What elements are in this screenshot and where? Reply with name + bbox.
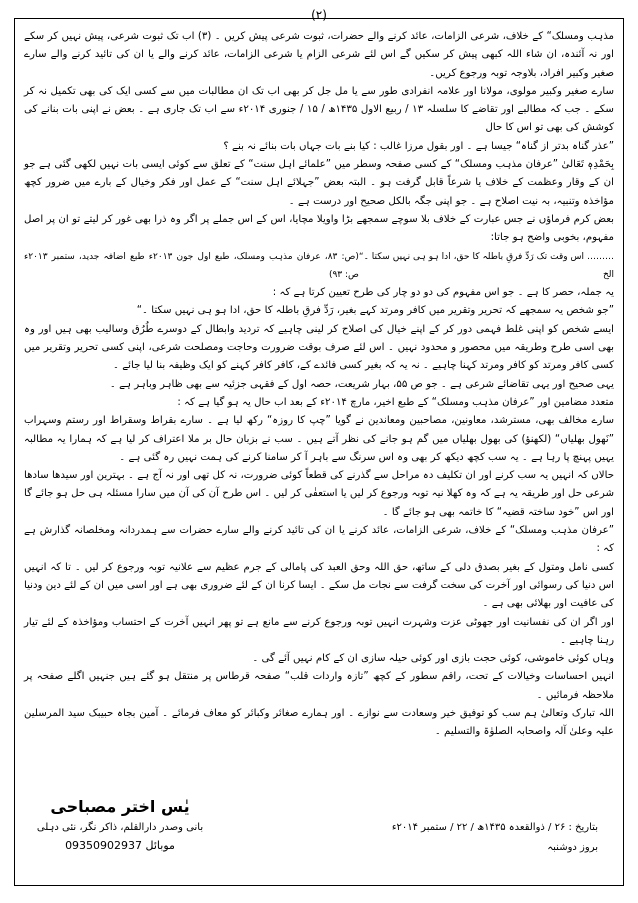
paragraph: اللہ تبارک وتعالیٰ ہم سب کو توفیق خیر وسعادت سے نوازے ۔ اور ہمارے صغائر وکبائر کو معاف فرمائے ۔ آمین بجاہ حبیبک سید المرسلین علیہ وعلیٰ آلہ واصحابہ الصلوٰۃ والتسلیم ۔ [24, 707, 614, 738]
paragraph: ”جو شخص یہ سمجھے کہ تحریر وتقریر میں کافر ومرتد کہے بغیر، رَدِّ فرقِ باطلہ کا حق، ادا ہو ہی نہیں سکتا ۔“ [136, 305, 614, 317]
paragraph: حالاں کہ انہیں یہ سب کرنے اور ان تکلیف دہ مراحل سے گذرنے کی قطعاً کوئی ضرورت، نہ کل تھی اور نہ آج ہے ۔ بہترین اور سیدھا سادھا شرعی حل اور طریقہ یہ ہے کہ وہ کھلا نیہ توبہ ورجوع کر لیں یا استعفٰی کر لیں ۔ اس طرح آن کی آن میں سارا مسئلہ ہی حل ہو جائے گا اور اس ”خود ساختہ قضیہ“ کا خاتمہ بھی ہو جائے گا ۔ [24, 470, 614, 518]
date-line: بتاریخ : ۲۶ / ذوالقعدہ ۱۴۳۵ھ / ۲۲ / ستمبر ۲۰۱۴ء [391, 822, 598, 833]
weekday-line: بروز دوشنبہ [547, 842, 598, 853]
paragraph: بِحَمْدِہٖ تَعَالیٰ ”عرفان مذہب ومسلک“ کے کسی صفحہ وسطر میں ”علمائے اہل سنت“ کے تعلق سے کوئی ایسی بات نہیں لکھی گئی ہے جو ان کے وقار وعظمت کے خلاف یا شرعاً قابل گرفت ہو ۔ البتہ بعض ”جہلائے اہل سنت“ کے عمل اور فکر وخیال کے بارے میں ضرور کچھ مؤاخذہ وتنبیہ، بہ نیت اصلاح ہے ۔ جو اپنی جگہ بالکل صحیح اور درست ہے ۔ [24, 159, 614, 207]
paragraph: سارے صغیر وکبیر مولوی، مولانا اور علامہ انفرادی طور سے یا مل جل کر بھی اب تک ان مطالبات میں سے کسی ایک کی بھی تکمیل نہ کر سکے ۔ جب کہ مطالبے اور تقاضے کا سلسلہ ۱۳ / ربیع الاول ۱۴۳۵ھ / ۱۵ / جنوری ۲۰۱۴ء سے اب تک جاری ہے ۔ بعض نے اپنی بات بنانے کی کوشش کی بھی تو اس کا حال [24, 85, 614, 134]
paragraph: سارے مخالف بھی، مسترشد، معاونین، مصاحبین ومعاندین نے گویا ”چپ کا روزہ“ رکھ لیا ہے ۔ سارے بقراط وسقراط اور رستم وسہراب ”نَھول بھلیاں“ (لکھنؤ) کی بھول بھلیاں میں گم ہو جانے کی نظر آتے ہیں ۔ سب نے بزبان حال بر ملا اعتراف کر لیا ہے کہ ہمارا یہ مطالبہ یہیں پہنچ پا رہا ہے ۔ یہ سب کچھ دیکھ کر بھی وہ اس سرنگ سے باہر آ کر سامنا کرنے کی ہمت نہیں رہ گئی ہے ۔ [24, 415, 614, 463]
paragraph: وہاں کوئی خاموشی، کوئی حجت بازی اور کوئی حیلہ سازی ان کے کام نہیں آئے گی ۔ [252, 653, 614, 665]
paragraph: مذہب ومسلک“ کے خلاف، شرعی الزامات، عائد کرنے والے حضرات، ثبوت شرعی پیش کریں ۔ (۳) اب تک ثبوت شرعی، پیش نہیں کر سکے اور نہ آئندہ، ان شاء اللہ کبھی پیش کر سکیں گے اس لئے شرعی الزام یا شرعی الزامات، عائد کرنے والے یا ان کی تائید کرنے والے سارے صغیر وکبیر افراد، بلاوجہ توبہ ورجوع کریں۔ [24, 31, 614, 79]
paragraph: یہ جملہ، حصر کا ہے ۔ جو اس مفہوم کی دو دو چار کی طرح تعیین کرتا ہے کہ : [272, 287, 614, 299]
paragraph: ”عرفان مذہب ومسلک“ کے خلاف، شرعی الزامات، عائد کرنے یا ان کی تائید کرنے والے سارے حضرات سے ہمدردانہ ومخلصانہ گذارش ہے کہ : [24, 525, 614, 555]
date-block [392, 818, 598, 858]
quote-source: (ص: ۸۳، عرفان مذہب ومسلک، طبع اول جون ۲۰۱۳ء طبع اضافہ جدید، ستمبر ۲۰۱۳ء ص: ۹۳) [24, 251, 359, 280]
article-body [24, 28, 614, 742]
page-number: (۲) [0, 8, 638, 22]
paragraph: متعدد مضامین اور ”عرفان مذہب ومسلک“ کے طبع اخیر، مارچ ۲۰۱۴ء کے بعد اب حال یہ ہو گیا ہے کہ : [177, 396, 614, 408]
quote-text: ……… اس وقت تک رَدِّ فرقِ باطلہ کا حق، ادا ہو ہی نہیں سکتا ۔“ الخ [358, 251, 614, 280]
paragraph: یہی صحیح اور یہی تقاضائے شرعی ہے ۔ جو ص ۵۵، بہار شریعت، حصہ اول کے فقہی جزئیہ سے بھی ظاہر وباہر ہے ۔ [109, 378, 614, 390]
paragraph: انہیں احساسات وخیالات کے تحت، راقم سطور کے کچھ ”تازہ واردات قلب“ صفحہ قرطاس پر منتقل ہو گئے ہیں جنہیں اگلے صفحہ پر ملاحظہ فرمائیں ۔ [24, 671, 614, 701]
paragraph: بعض کرم فرماؤں نے جس عبارت کے خلاف بلا سوچے سمجھے بڑا واویلا مچایا، اس کے اس جملے پر اگر وہ ذرا بھی غور کر لیتے تو ان پر اصل مفہوم، بخوبی واضح ہو جاتا: [24, 213, 614, 244]
paragraph: کسی نامل ومتول کے بغیر بصدق دلی کے ساتھ، حق اللہ وحق العبد کی پامالی کے جرم عظیم سے علانیہ توبہ ورجوع کر لیں ۔ تا کہ انہیں اس دنیا کی رسوائی اور آخرت کی سخت گرفت سے نجات مل سکے ۔ ایسا کرنا ان کے لئے ضروری بھی ہے اور اسی میں ان کے لئے دین ودنیا کی عافیت اور بھلائی بھی ہے ۔ [24, 561, 614, 610]
signature-block [30, 795, 210, 855]
paragraph: اور اگر ان کی نفسانیت اور جھوٹی عزت وشہرت انہیں توبہ ورجوع کرنے سے مانع ہے تو پھر انہیں آخرت کے احتساب ومؤاخذہ کے لئے تیار رہنا چاہیے ۔ [24, 616, 614, 646]
author-title: بانی وصدر دارالقلم، ذاکر نگر، نئی دہلی [36, 822, 204, 833]
paragraph: ”عذر گناہ بدتر از گناہ“ جیسا ہے ۔ اور بقول مرزا غالب : کیا بنے بات جہاں بات بنائے نہ بنے ؟ [223, 140, 614, 152]
author-name: یٰس اختر مصباحی [50, 797, 190, 816]
author-phone: موبائل 09350902937 [65, 839, 175, 852]
paragraph: ایسے شخص کو اپنی غلط فہمی دور کر کے اپنے خیال کی اصلاح کر لینی چاہیے کہ تردید وابطال کے دوسرے طُرُق وسالیب بھی ہیں اور وہ بھی اسی طرح وطریقہ میں محصور و محدود نہیں ۔ اس لئے صرف بوقت ضرورت وحاجت ومصلحت شرعی، اپنی کسی تحریر وتقریر میں کسی کافر ومرتد کو کافر ومرتد کہنا چاہیے ۔ نہ یہ کہ بغیر کسی فائدے کے، کافر کافر کہنے کو ایک وظیفہ بنا لیا جائے ۔ [24, 323, 614, 372]
quote-line [24, 248, 614, 285]
